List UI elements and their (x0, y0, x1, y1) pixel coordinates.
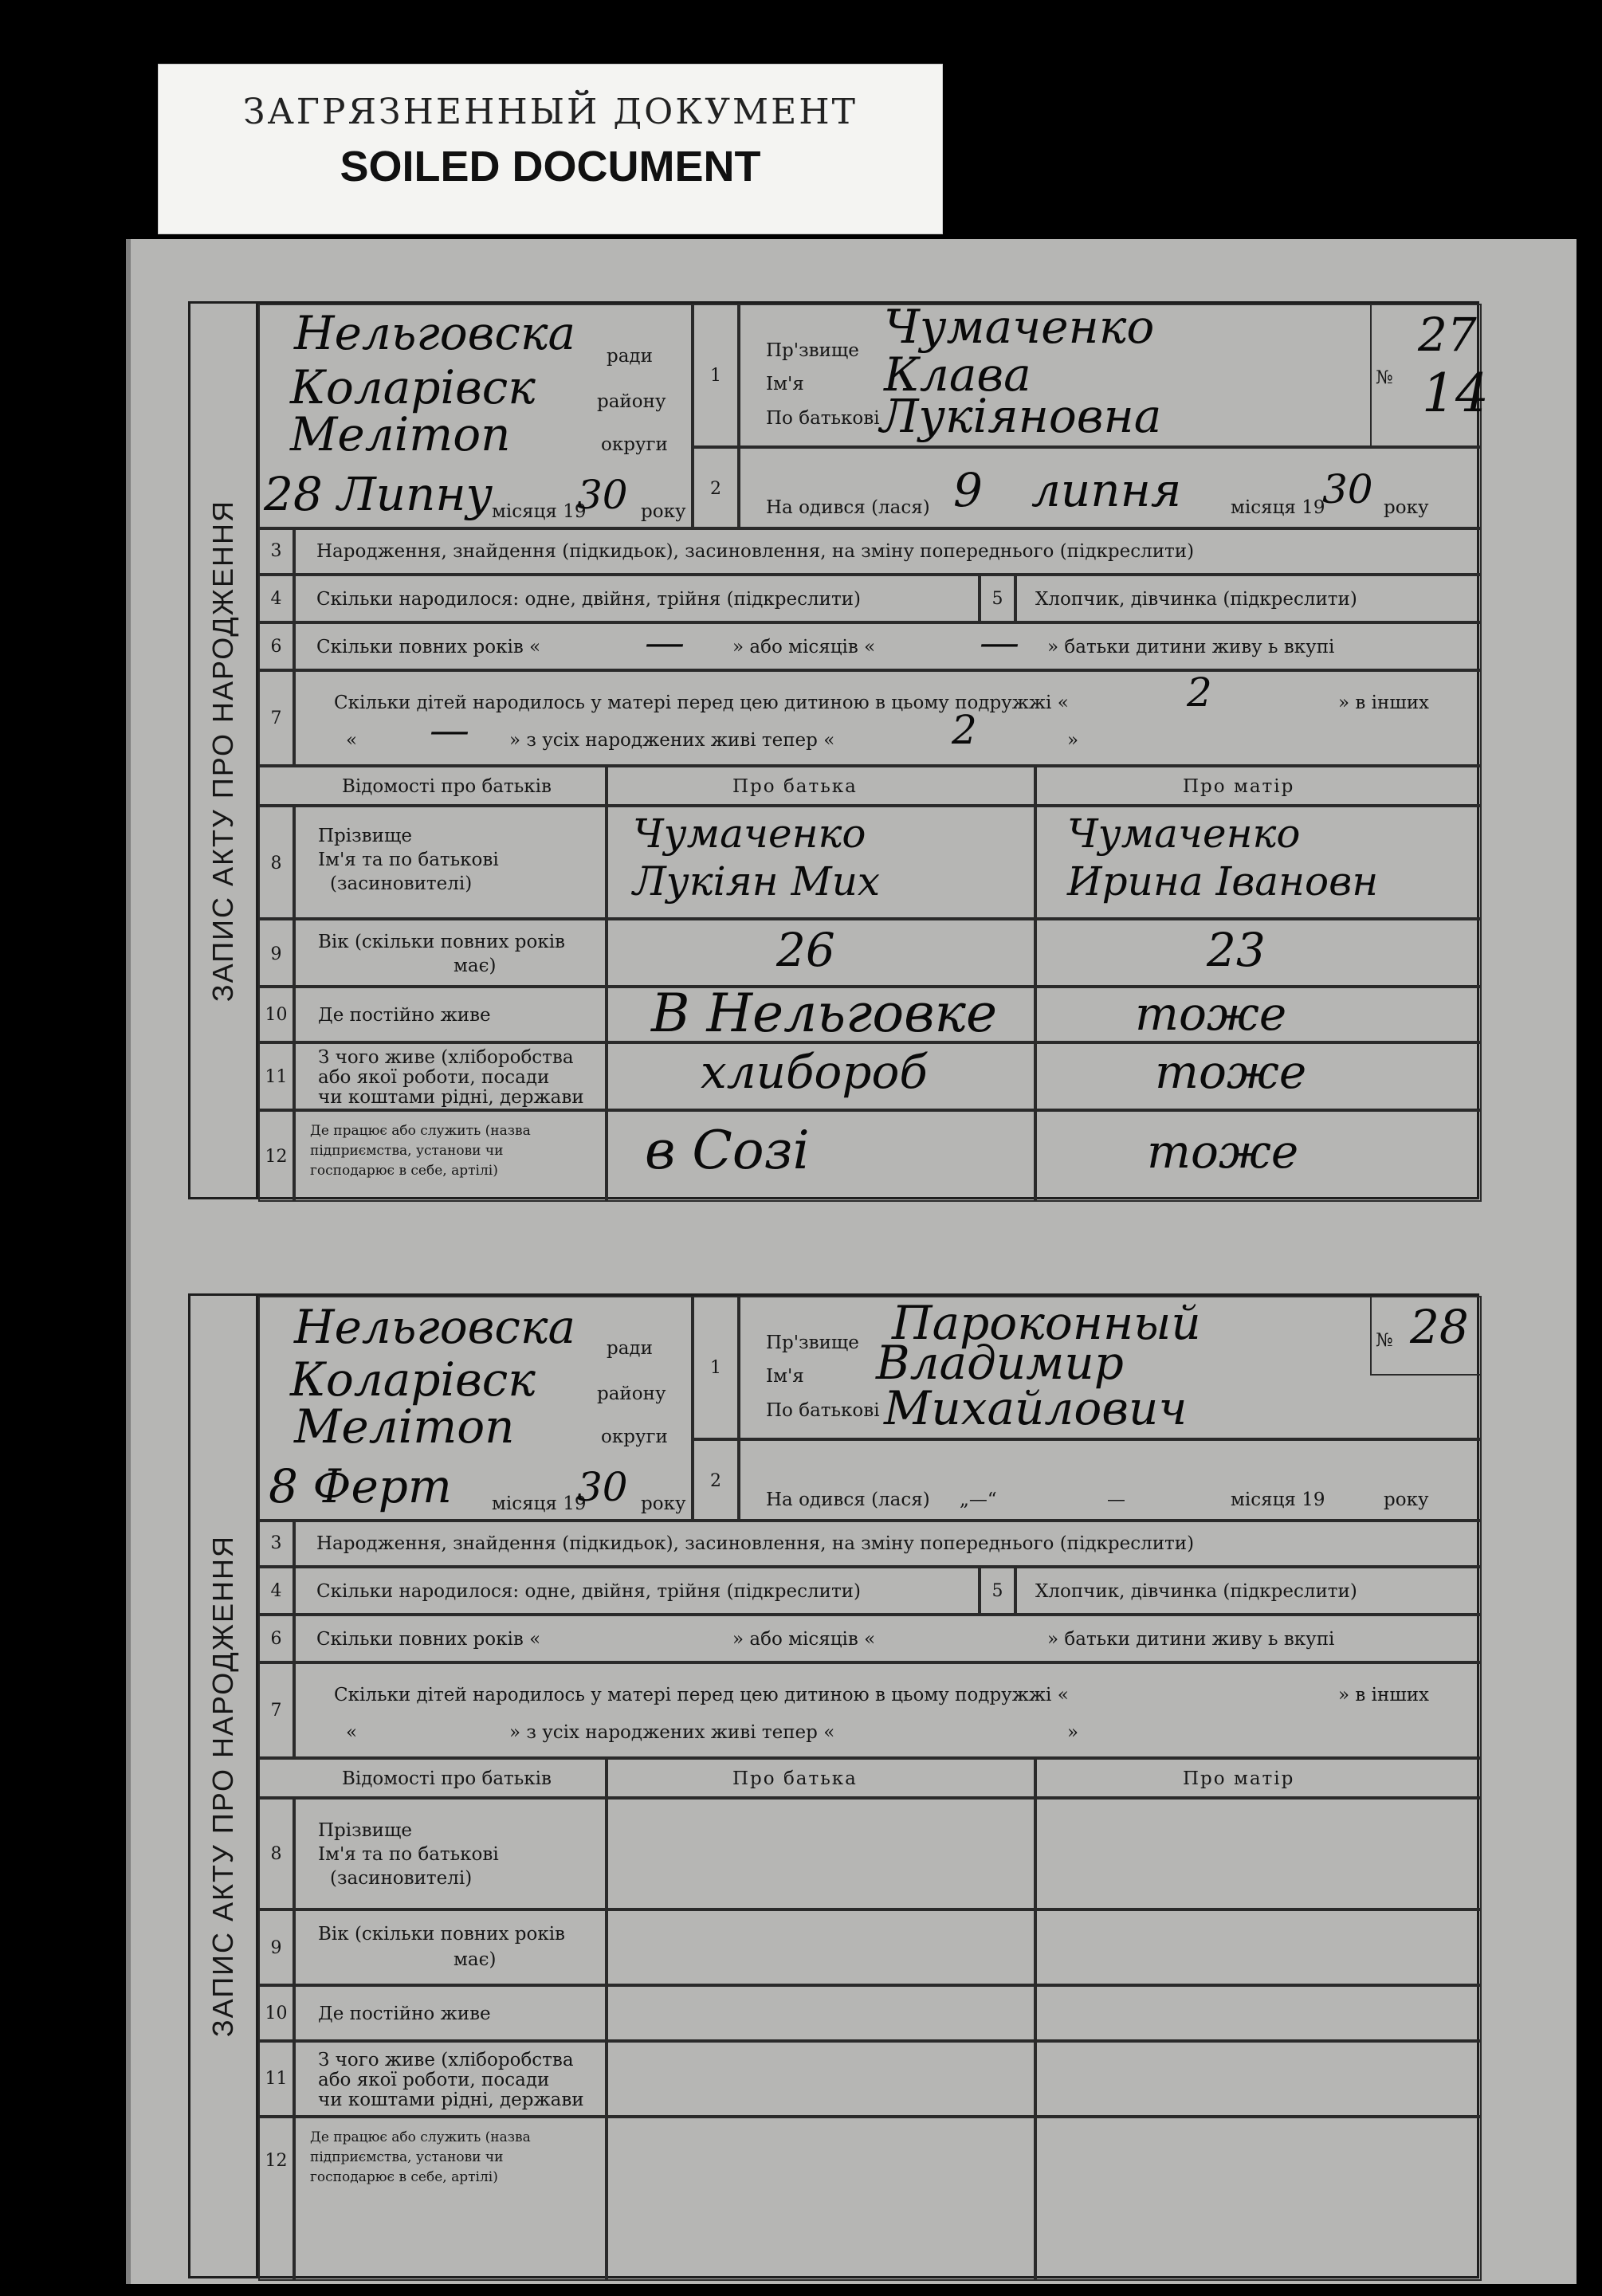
reg-year-value: 30 (577, 472, 628, 518)
name-value: Клава (884, 347, 1031, 402)
side-title: ЗАПИС АКТУ ПРО НАРОДЖЕННЯ (190, 304, 258, 1197)
father-age: 26 (776, 923, 835, 977)
mother-work: тоже (1147, 1124, 1299, 1179)
label-english: SOILED DOCUMENT (340, 143, 761, 190)
born-day: 9 (953, 463, 983, 517)
soiled-document-label (158, 64, 943, 234)
surname-label: Пр'звище (766, 340, 859, 361)
reg-year-label: року (641, 501, 686, 522)
born-label: На одився (лася) (766, 497, 930, 518)
okrug-label: округи (601, 434, 668, 455)
record-number-2: 14 (1422, 363, 1489, 424)
reg-date-value: 8 Ферт (269, 1459, 452, 1513)
name-label: Ім'я (766, 374, 804, 394)
rada-value: Нельговска (294, 1300, 576, 1354)
born-month: липня (1031, 463, 1182, 517)
record-number: 27 (1418, 308, 1477, 362)
hdr-info: Відомості про батьків (342, 776, 552, 797)
patronymic-value: Михайлович (884, 1381, 1188, 1435)
father-surname: Чумаченко (633, 810, 866, 857)
children-alive: 2 (952, 707, 977, 753)
row4-text: Скільки народилося: одне, двійня, трійня (підкреслити) (316, 589, 861, 610)
surname-value: Чумаченко (884, 300, 1155, 354)
patronymic-value: Лукіяновна (880, 389, 1162, 443)
mother-lives: тоже (1135, 987, 1287, 1041)
father-means: хлибороб (701, 1045, 928, 1099)
mother-surname: Чумаченко (1067, 810, 1301, 857)
okrug-value: Мелітоп (290, 407, 511, 461)
reg-year-value: 30 (577, 1464, 628, 1510)
raion-value: Коларівск (290, 360, 536, 414)
label-russian: ЗАГРЯЗНЕННЫЙ ДОКУМЕНТ (243, 92, 858, 132)
father-lives: В Нельговке (651, 983, 998, 1044)
side-title: ЗАПИС АКТУ ПРО НАРОДЖЕННЯ (190, 1296, 258, 2276)
hdr-father: Про батька (732, 776, 858, 797)
surname-value: Пароконный (892, 1296, 1201, 1350)
children-before: 2 (1187, 669, 1212, 716)
years-together: — (645, 619, 685, 665)
raion-label: району (597, 391, 666, 412)
reg-month-label: місяця 19 (492, 501, 587, 522)
record-number: 28 (1410, 1300, 1469, 1354)
father-work: в Созі (645, 1120, 810, 1181)
mother-age: 23 (1207, 923, 1266, 977)
children-other: — (430, 707, 469, 753)
months-together: — (980, 619, 1019, 665)
mother-means: тоже (1155, 1045, 1307, 1099)
born-day: „—“ (960, 1489, 997, 1510)
okrug-value: Мелітоп (294, 1399, 515, 1454)
form-page (126, 239, 1576, 2284)
reg-date-value: 28 Липну (264, 467, 493, 521)
name-value: Владимир (876, 1336, 1124, 1390)
father-name: Лукіян Мих (633, 858, 881, 905)
patronymic-label: По батькові (766, 408, 880, 429)
row5-text: Хлопчик, дівчинка (підкреслити) (1035, 589, 1357, 610)
born-year: 30 (1322, 466, 1373, 512)
raion-value: Коларівск (290, 1352, 536, 1407)
mother-name: Ирина Івановн (1067, 858, 1379, 905)
birth-record-2: ЗАПИС АКТУ ПРО НАРОДЖЕННЯ Нельговска ради Коларівск району Мелітоп округи 8 Ферт місяця 19 30 року 1 Пр'звище Пароконный Ім'я Владимир По батькові Михайлович № 28 2 На одився (лася) „—“ — місяця 19 року 3 Народження, знайдення (підкидьок), засиновлення, на зміну попереднього (підкреслити) 4 Скільки народилося: одне, двійня, трійня (підкреслити) 5 Хлопчик, дівчинка (підкреслити) 6 Скільки повних років « » або місяців « » батьки дитини живу ь вкупі 7 Скільки дітей народилось у матері перед цею дитиною в цьому подружжі « » в інших « » з усіх народжених живі тепер « » Відомості про батьків Про батька Про матір 8 Прізвище Ім'я та по батькові (засиновителі) 9 Вік (скільки повних років має) 10 Де постійно живе 11 З чого живе (хліборобства або якої роботи, посади чи коштами рідні, держави 12 Де працює або служить (назва підприємства, установи чи господарює в себе, артілі) (188, 1293, 1479, 2278)
birth-record-1: ЗАПИС АКТУ ПРО НАРОДЖЕННЯ Нельговска ради Коларівск району Мелітоп округи 28 Липну місяця 19 30 року 1 Пр'звище Чумаченко Ім'я Клава По батькові Лукіяновна № 27 14 2 На одився (лася) 9 липня місяця 19 30 року 3 Народження, знайдення (підкидьок), засиновлення, на зміну попереднього (підкреслити) 4 Скільки народилося: одне, двійня, трійня (підкреслити) 5 Хлопчик, дівчинка (підкреслити) 6 Скільки повних років « — » або місяців « — » батьки дитини живу ь вкупі 7 Скільки дітей народилось у матері перед цею дитиною в цьому подружжі « 2 » в інших « — » з усіх народжених живі тепер « 2 » Відомості про батьків Про батька Про матір 8 Прізвище Ім'я та по батькові (засиновителі) Чумаченко Лукіян Мих Чумаченко Ирина Івановн 9 Вік (скільки повних років має) 26 23 10 Де постійно живе В Нельговке тоже 11 З чого живе (хліборобства або якої роботи, посади чи коштами рідні, держави хлибороб тоже 12 Де працює або служить (назва підприємства, установи чи господарює в себе, артілі) в Созі тоже (188, 301, 1479, 1199)
row3-text: Народження, знайдення (підкидьок), засиновлення, на зміну попереднього (підкреслити) (316, 541, 1195, 562)
rada-label: ради (607, 346, 653, 367)
rada-value: Нельговска (294, 306, 576, 360)
hdr-mother: Про матір (1183, 776, 1295, 797)
born-month: — (1107, 1489, 1125, 1510)
